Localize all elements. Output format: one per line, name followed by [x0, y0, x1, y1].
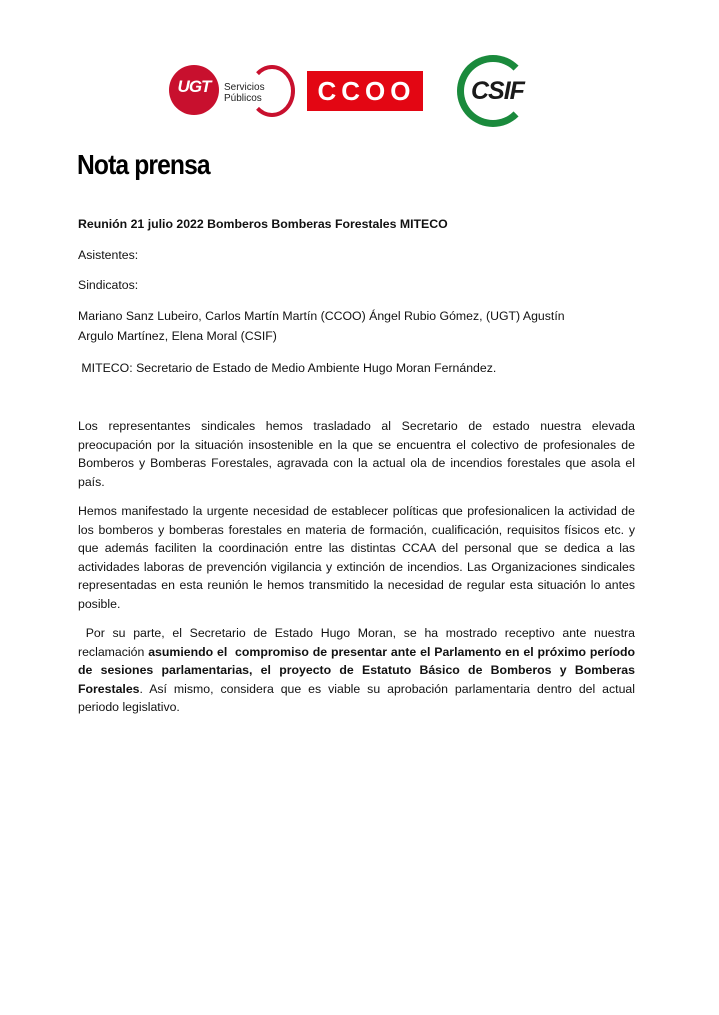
- page-title: Nota prensa: [77, 149, 210, 180]
- paragraph-2: Hemos manifestado la urgente necesidad de establecer políticas que profesionalicen la actividad de los bomberos y bomberas forestales en materia de formación, cualificación, requisitos físicos etc. y que además faciliten la coordinación entre las distintas CCAA del personal que se dedica a las actividades laboras de prevención vigilancia y extinción de incendios. Las Organizaciones sindicales representadas en esta reunión le hemos transmitido la necesidad de regular esta situación lo antes posible.: [78, 504, 635, 611]
- miteco-line: MITECO: Secretario de Estado de Medio Ambiente Hugo Moran Fernández.: [78, 360, 497, 375]
- ccoo-letter: O: [365, 75, 388, 106]
- ugt-caption: [224, 82, 265, 104]
- csif-wordmark: CSIF: [471, 77, 524, 105]
- ugt-logo: [169, 63, 279, 123]
- ugt-caption-line1: Servicios: [224, 82, 265, 93]
- header-logos: [0, 55, 719, 135]
- paragraph-3-part2: . Así mismo, considera que es viable su aprobación parlamentaria dentro del actual periodo legislativo.: [78, 681, 639, 714]
- ugt-caption-line2: Públicos: [224, 93, 262, 104]
- ugt-emblem: UGT: [169, 65, 219, 115]
- paragraph-3: [78, 624, 639, 717]
- paragraph-3-part1: Por su parte, el Secretario de Estado Hugo Moran, se ha mostrado receptivo ante nuestra reclamación: [78, 626, 639, 659]
- ccoo-logo: [307, 71, 423, 111]
- sindicatos-label: Sindicatos:: [78, 278, 139, 292]
- ccoo-letter: C: [317, 75, 339, 106]
- paragraph-1: Los representantes sindicales hemos trasladado al Secretario de estado nuestra elevada preocupación por la situación insostenible en la que se encuentra el colectivo de profesionales de Bomberos y Bomberas Forestales, agravada con la actual ola de incendios forestales que asola el país.: [78, 419, 635, 489]
- csif-logo: [457, 55, 537, 133]
- paragraph-3-bold: asumiendo el compromiso de presentar ante el Parlamento en el próximo período de sesiones parlamentarias, el proyecto de Estatuto Básico de Bomberos y Bomberas Forestales: [78, 644, 639, 696]
- ccoo-letter: C: [341, 75, 363, 106]
- meeting-heading: Reunión 21 julio 2022 Bomberos Bomberas Forestales MITECO: [78, 217, 448, 231]
- asistentes-label: Asistentes:: [78, 247, 139, 262]
- ccoo-letters: [307, 71, 423, 111]
- sindicatos-line1: Mariano Sanz Lubeiro, Carlos Martín Martín (CCOO) Ángel Rubio Gómez, (UGT) Agustín: [78, 308, 565, 323]
- sindicatos-line2: Argulo Martínez, Elena Moral (CSIF): [78, 329, 277, 343]
- document-body: [78, 215, 639, 717]
- ccoo-letter: O: [390, 75, 413, 106]
